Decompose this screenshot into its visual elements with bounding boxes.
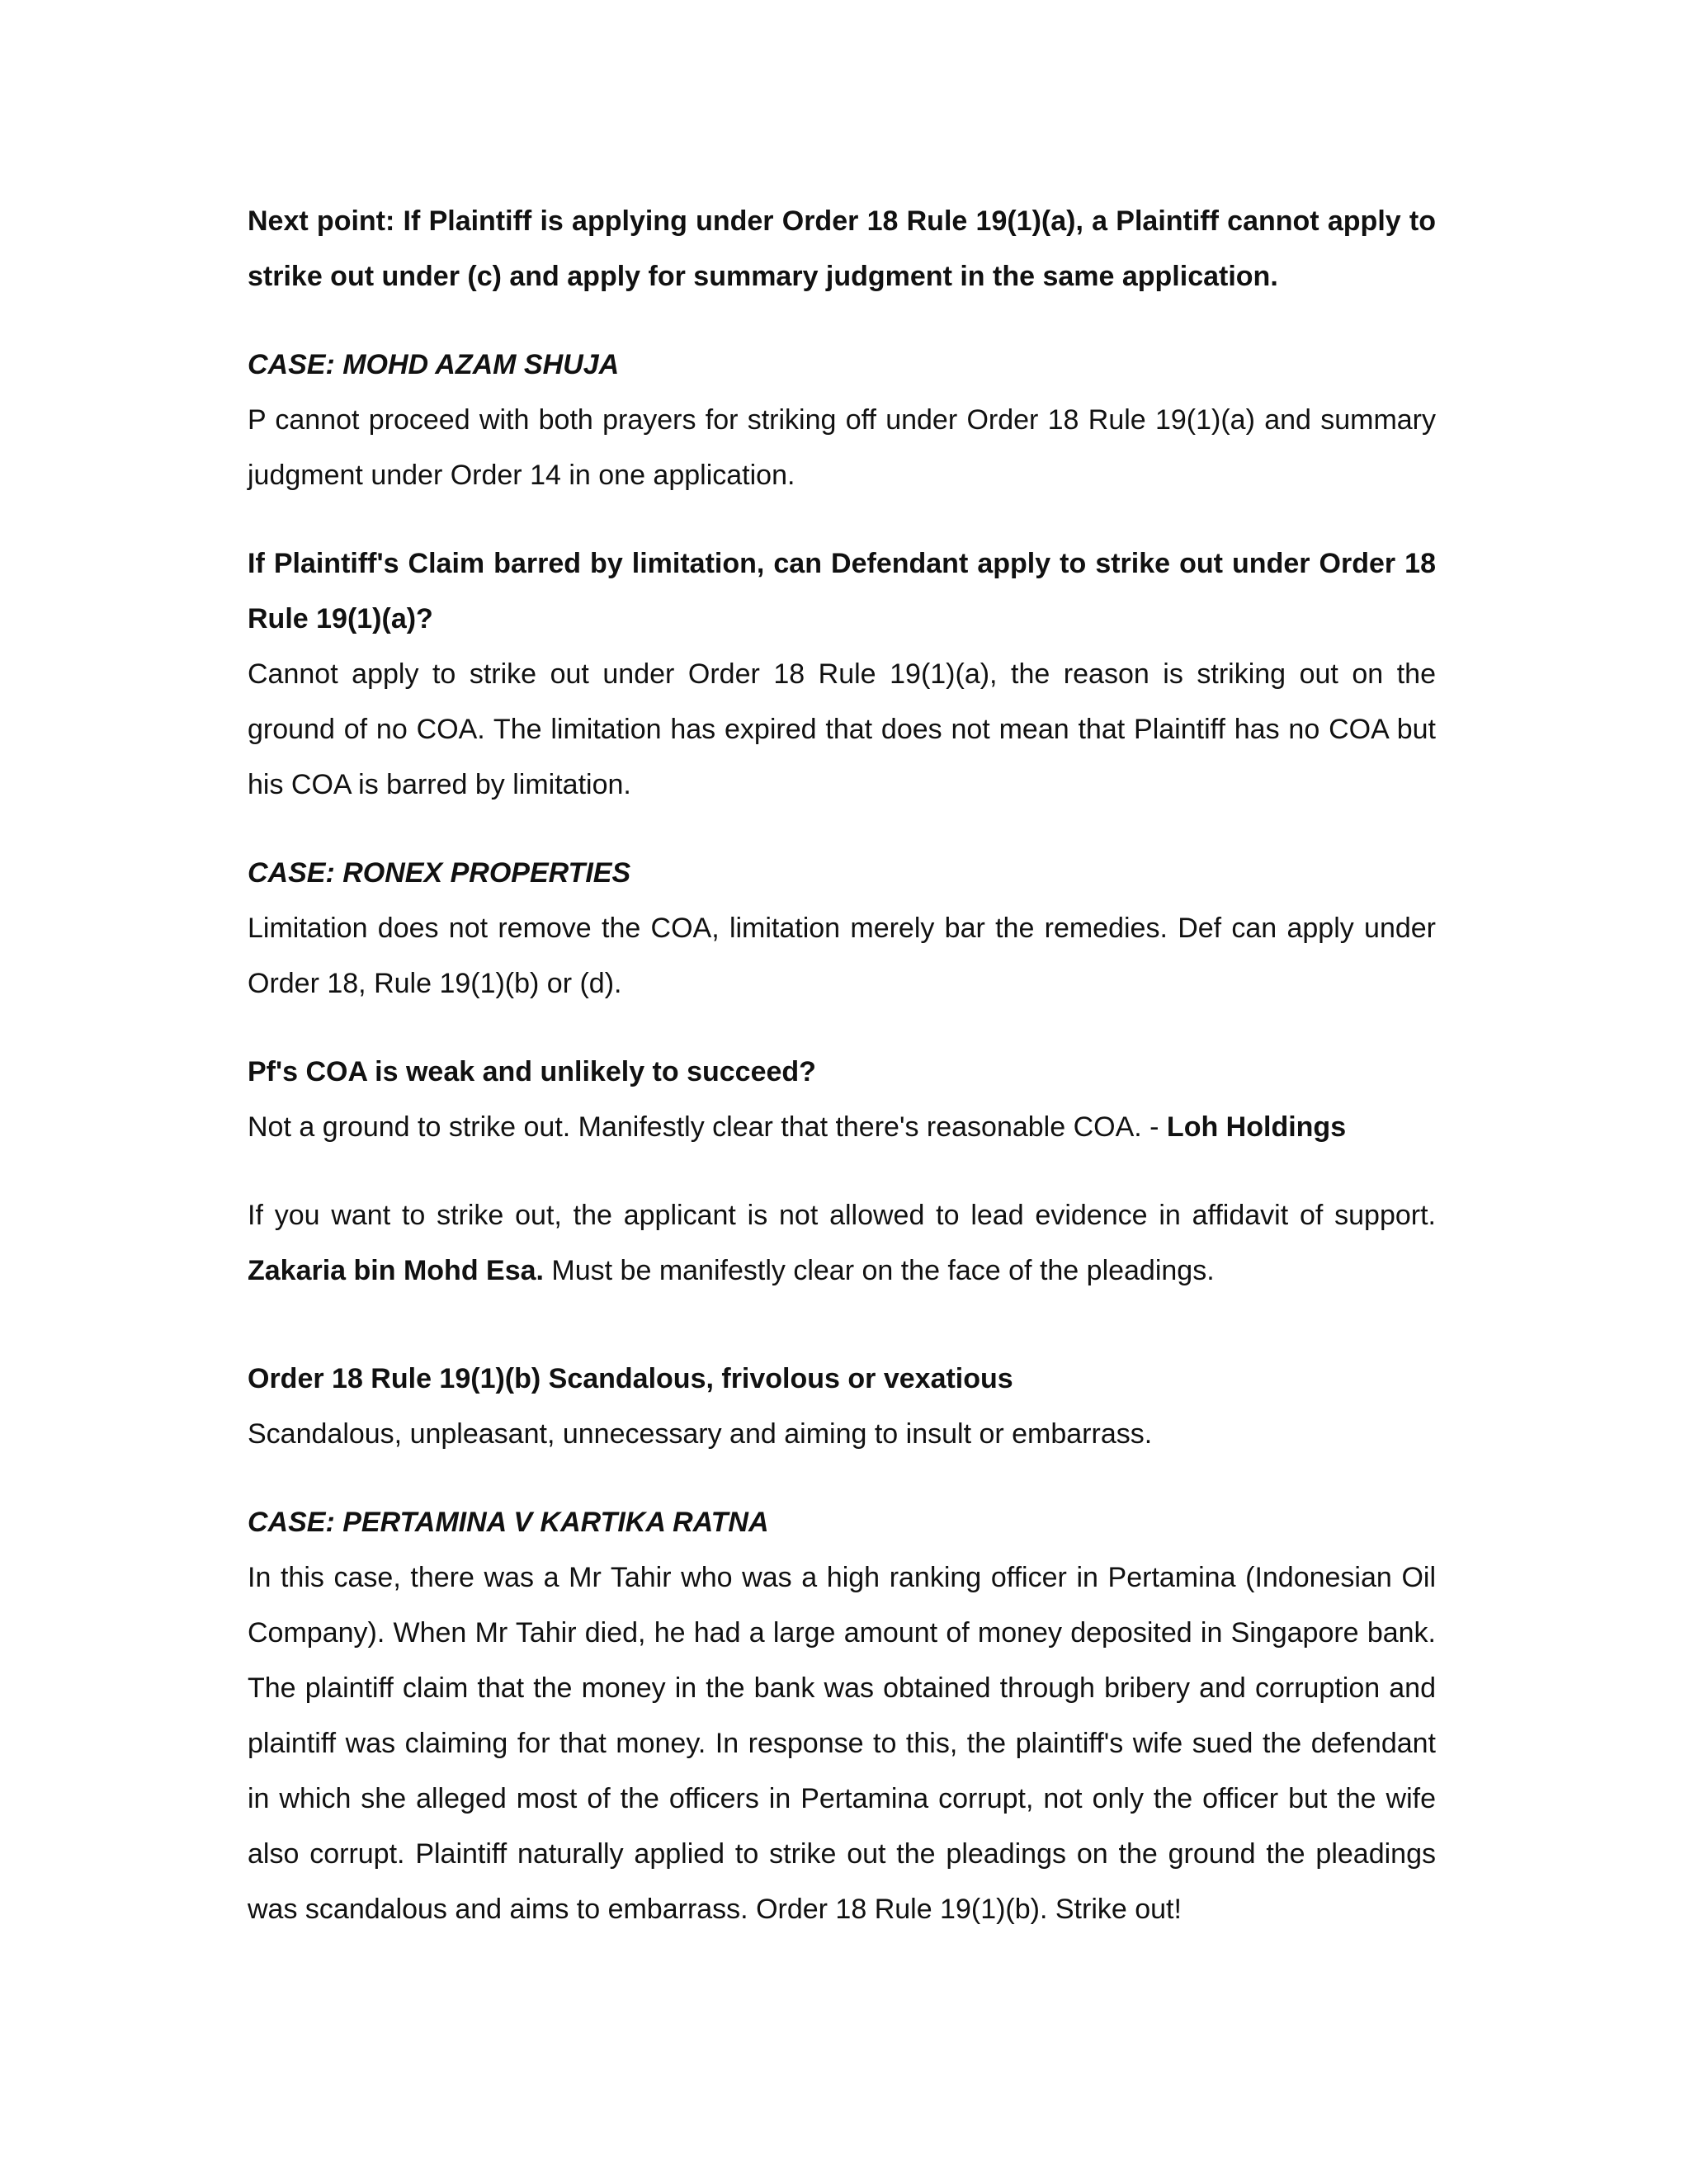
case-mohd-azam-shuja-title: CASE: MOHD AZAM SHUJA xyxy=(248,349,620,380)
case-ronex-properties-body: Limitation does not remove the COA, limitation merely bar the remedies. Def can apply under Order 18, Rule 19(1)(b) or (d). xyxy=(248,913,1436,999)
scandalous-heading: Order 18 Rule 19(1)(b) Scandalous, frivolous or vexatious xyxy=(248,1363,1013,1394)
weak-coa-question: Pf's COA is weak and unlikely to succeed? xyxy=(248,1056,816,1087)
scandalous-definition: Scandalous, unpleasant, unnecessary and aiming to insult or embarrass. xyxy=(248,1418,1153,1450)
zakaria-case: Zakaria bin Mohd Esa. xyxy=(248,1255,544,1286)
limitation-answer: Cannot apply to strike out under Order 18 Rule 19(1)(a), the reason is striking out on the ground of no COA. The limitation has expired that does not mean that Plaintiff has no COA but his COA is barred by limitation. xyxy=(248,658,1436,800)
case-pertamina-body: In this case, there was a Mr Tahir who was a high ranking officer in Pertamina (Indonesian Oil Company). When Mr Tahir died, he had a large amount of money deposited in Singapore bank. The plaintiff claim that the money in the bank was obtained through bribery and corruption and plaintiff was claiming for that money. In response to this, the plaintiff's wife sued the defendant in which she alleged most of the officers in Pertamina corrupt, not only the officer but the wife also corrupt. Plaintiff naturally applied to strike out the pleadings on the ground the pleadings was scandalous and aims to embarrass. Order 18 Rule 19(1)(b). Strike out! xyxy=(248,1562,1436,1925)
case-pertamina-title: CASE: PERTAMINA V KARTIKA RATNA xyxy=(248,1507,769,1538)
evidence-paragraph xyxy=(248,1188,1436,1299)
evidence-text: If you want to strike out, the applicant is not allowed to lead evidence in affidavit of support. xyxy=(248,1200,1436,1231)
case-mohd-azam-shuja-body: P cannot proceed with both prayers for striking off under Order 18 Rule 19(1)(a) and summary judgment under Order 14 in one application. xyxy=(248,404,1436,491)
loh-holdings-case: Loh Holdings xyxy=(1166,1111,1347,1143)
weak-coa-answer-text: Not a ground to strike out. Manifestly clear that there's reasonable COA. - xyxy=(248,1111,1167,1143)
case-ronex-properties-title: CASE: RONEX PROPERTIES xyxy=(248,857,631,889)
weak-coa-answer xyxy=(248,1100,1436,1155)
limitation-question: If Plaintiff's Claim barred by limitation, can Defendant apply to strike out under Order 18 Rule 19(1)(a)? xyxy=(248,548,1436,634)
evidence-tail: Must be manifestly clear on the face of the pleadings. xyxy=(543,1255,1215,1286)
document-page xyxy=(248,194,1436,1937)
next-point-heading: Next point: If Plaintiff is applying under Order 18 Rule 19(1)(a), a Plaintiff cannot apply to strike out under (c) and apply for summary judgment in the same application. xyxy=(248,205,1436,292)
